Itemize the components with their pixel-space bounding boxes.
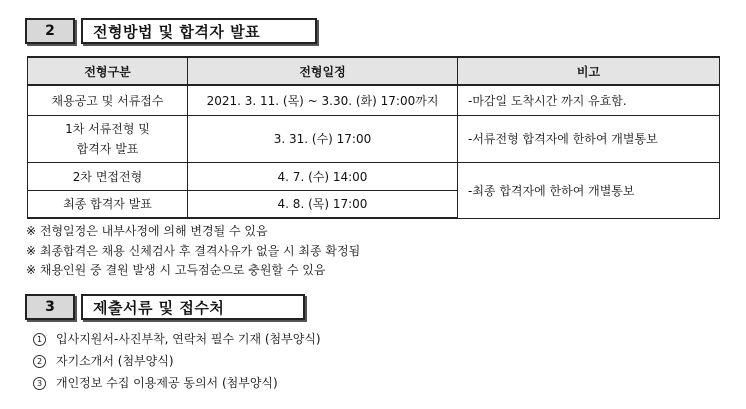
list-item [33,350,321,372]
documents-list [33,328,321,394]
stage-cell: 최종 합격자 발표 [28,190,188,218]
note-cell: -마감일 도착시간 까지 유효함. [458,85,720,115]
document-text: 자기소개서 (첨부양식) [56,354,174,368]
table-row [28,162,720,190]
notes-list [26,222,360,281]
column-header: 전형구분 [28,57,188,85]
schedule-table [27,56,720,219]
note-item: ※ 최종합격은 채용 신체검사 후 결격사유가 없을 시 최종 확정됨 [26,243,361,258]
stage-cell [28,115,188,162]
list-item [33,372,321,394]
section-title: 전형방법 및 합격자 발표 [81,18,317,44]
table-header-row [28,57,720,85]
document-text: 개인정보 수집 이용제공 동의서 (첨부양식) [56,376,278,390]
note-cell: -최종 합격자에 한하여 개별통보 [458,162,720,218]
section-number: 2 [25,18,75,44]
column-header: 전형일정 [188,57,458,85]
note-item: ※ 전형일정은 내부사정에 의해 변경될 수 있음 [26,224,268,238]
section-number: 3 [25,294,75,320]
note-cell: -서류전형 합격자에 한하여 개별통보 [458,115,720,162]
note-item: ※ 채용인원 중 결원 발생 시 고득점순으로 충원할 수 있음 [26,263,326,277]
section-3-heading [25,294,305,320]
section-title: 제출서류 및 접수처 [81,294,305,320]
circled-number: 1 [33,333,46,346]
stage-line: 1차 서류전형 및 [65,122,150,136]
date-cell: 3. 31. (수) 17:00 [188,115,458,162]
date-cell: 2021. 3. 11. (목) ~ 3.30. (화) 17:00까지 [188,85,458,115]
date-cell: 4. 7. (수) 14:00 [188,162,458,190]
table-row [28,115,720,162]
stage-cell: 2차 면접전형 [28,162,188,190]
stage-line: 합격자 발표 [76,142,139,156]
stage-cell: 채용공고 및 서류접수 [28,85,188,115]
table-row [28,85,720,115]
column-header: 비고 [458,57,720,85]
document-text: 입사지원서-사진부착, 연락처 필수 기재 (첨부양식) [56,332,321,346]
circled-number: 3 [33,377,46,390]
date-cell: 4. 8. (목) 17:00 [188,190,458,218]
circled-number: 2 [33,355,46,368]
section-2-heading [25,18,317,44]
list-item [33,328,321,350]
